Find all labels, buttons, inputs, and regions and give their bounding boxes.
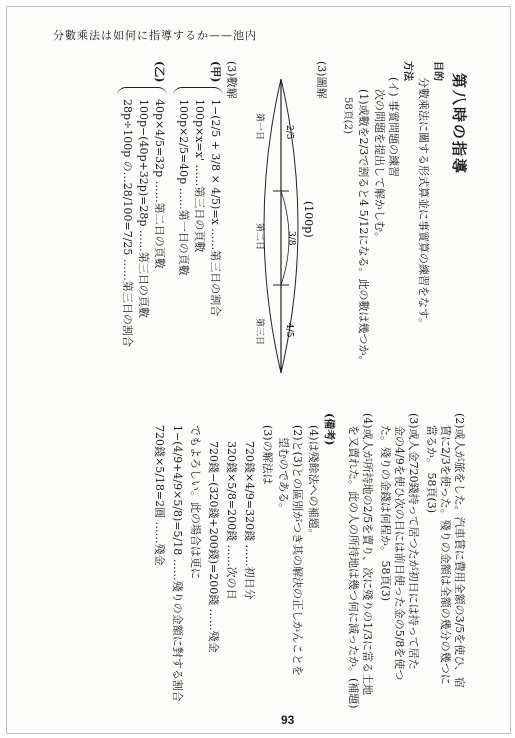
diagram-fraction-2: 3/8 — [286, 231, 296, 246]
rotated-content — [53, 53, 473, 709]
problem-1-answer: 58頁(2) — [342, 97, 353, 134]
problem-2-line-2: 賃に2/3を使った。殘りの金額は全額の幾分の幾つに — [439, 425, 452, 685]
computation-b-label: (乙) — [153, 61, 166, 83]
computation-b-line-3: 28p÷100p の…28/100=7/25 ……第三日の割合 — [121, 99, 134, 347]
diagram-heading: (3)圖解 — [315, 61, 328, 99]
computation-a-line-2: 100p×x=x' ……第三日の頁數 — [193, 99, 206, 253]
diagram-figure — [245, 73, 315, 383]
solution-line-4: でもよろしい。此の場合は更に — [189, 425, 202, 579]
computation-a-label: (甲) — [209, 61, 222, 83]
book-page — [6, 6, 511, 734]
solution-line-6: 720錢×5/18=2圓 ……殘金 — [153, 425, 166, 566]
solution-line-3: 720錢−(320錢+200錢)=200錢 ……殘金 — [207, 441, 220, 653]
problem-4-line-1: (4)或人が所持地の2/5を賣り、次に殘りの1/3に當る土地 — [361, 413, 374, 695]
note-2: (2)と(3)との區別がつき其の解決の正しかんことを — [291, 425, 304, 677]
diagram-day-3: 第三日 — [254, 318, 264, 346]
diagram-bottom-arc — [264, 79, 281, 373]
computation-heading: (3)數解 — [225, 61, 238, 99]
diagram-fraction-1: 2/5 — [284, 125, 294, 140]
running-head: 分數乘法は如何に指導するか——池内 — [53, 29, 257, 42]
method-label: 方法 — [402, 61, 413, 81]
solution-line-2: 320錢×5/8=200錢 ……次の日 — [225, 441, 238, 600]
diagram-day-1: 第一日 — [254, 113, 264, 141]
problem-2-line-3: 當るか。 58頁(3) — [425, 425, 438, 514]
diagram-fraction-3: 4/5 — [284, 323, 294, 338]
diagram-total-label: (100p) — [302, 201, 315, 238]
computation-a-line-3: 100p×2/5=40p ……第一日の頁數 — [177, 99, 190, 276]
problem-4-line-2: を又賣れた。此の人の所持地は幾つ何に減ったか。(補題) — [347, 425, 360, 709]
purpose-text: 分數乘法に關する形式算並に事實算の練習をなす。 — [417, 77, 430, 330]
method-step-1: (イ) 事實問題の練習 — [387, 77, 400, 178]
note-3: (3)の解法は — [261, 425, 274, 485]
computation-a-line-1: 1−(2/5 + 3/8 × 4/5)=x ……第三日の割合 — [209, 99, 222, 317]
problem-2-line-1: (2)或人が旅をした。汽車賃に費用全額の3/5を使ひ、宿 — [453, 413, 466, 688]
note-1: (4)は殘餘法への補題。 — [307, 425, 320, 540]
solution-line-5: 1−(4/9+4/9×5/8)=5/18 ……殘りの金額に對する割合 — [171, 425, 184, 702]
notes-label: (備考) — [323, 413, 336, 446]
page-number: 93 — [281, 713, 295, 727]
purpose-label: 目的 — [432, 61, 443, 81]
computation-b-line-1: 40p×4/5=32p ……第二日の頁數 — [153, 99, 166, 269]
computation-b-line-2: 100p−(40p+32p)=28p ……第三日の頁數 — [137, 99, 150, 318]
section-title: 第八時の指導 — [450, 73, 468, 176]
method-step-1-text: 次の問題を提出して解かしむ。 — [373, 89, 386, 243]
diagram-day-2: 第二日 — [254, 223, 264, 251]
note-2b: 望むのである。 — [277, 437, 290, 514]
problem-3-line-1: (3)或人金720錢持って居つたが初日には持って居た — [407, 413, 420, 670]
computation-a-bracket — [173, 87, 223, 96]
solution-line-1: 720錢×4/9=320錢 ……初日分 — [243, 441, 256, 600]
problem-1: (1)或數を2/3で割ると4 5/12になる。此の數は幾つか。 — [357, 89, 370, 367]
problem-3-line-2: 金の4/9を使ひ次の日には前日使った金の5/8を使つ — [393, 425, 406, 681]
computation-b-bracket — [117, 87, 167, 96]
problem-3-line-3: た。殘りの金錢は何程か。 58頁(3) — [379, 425, 392, 602]
